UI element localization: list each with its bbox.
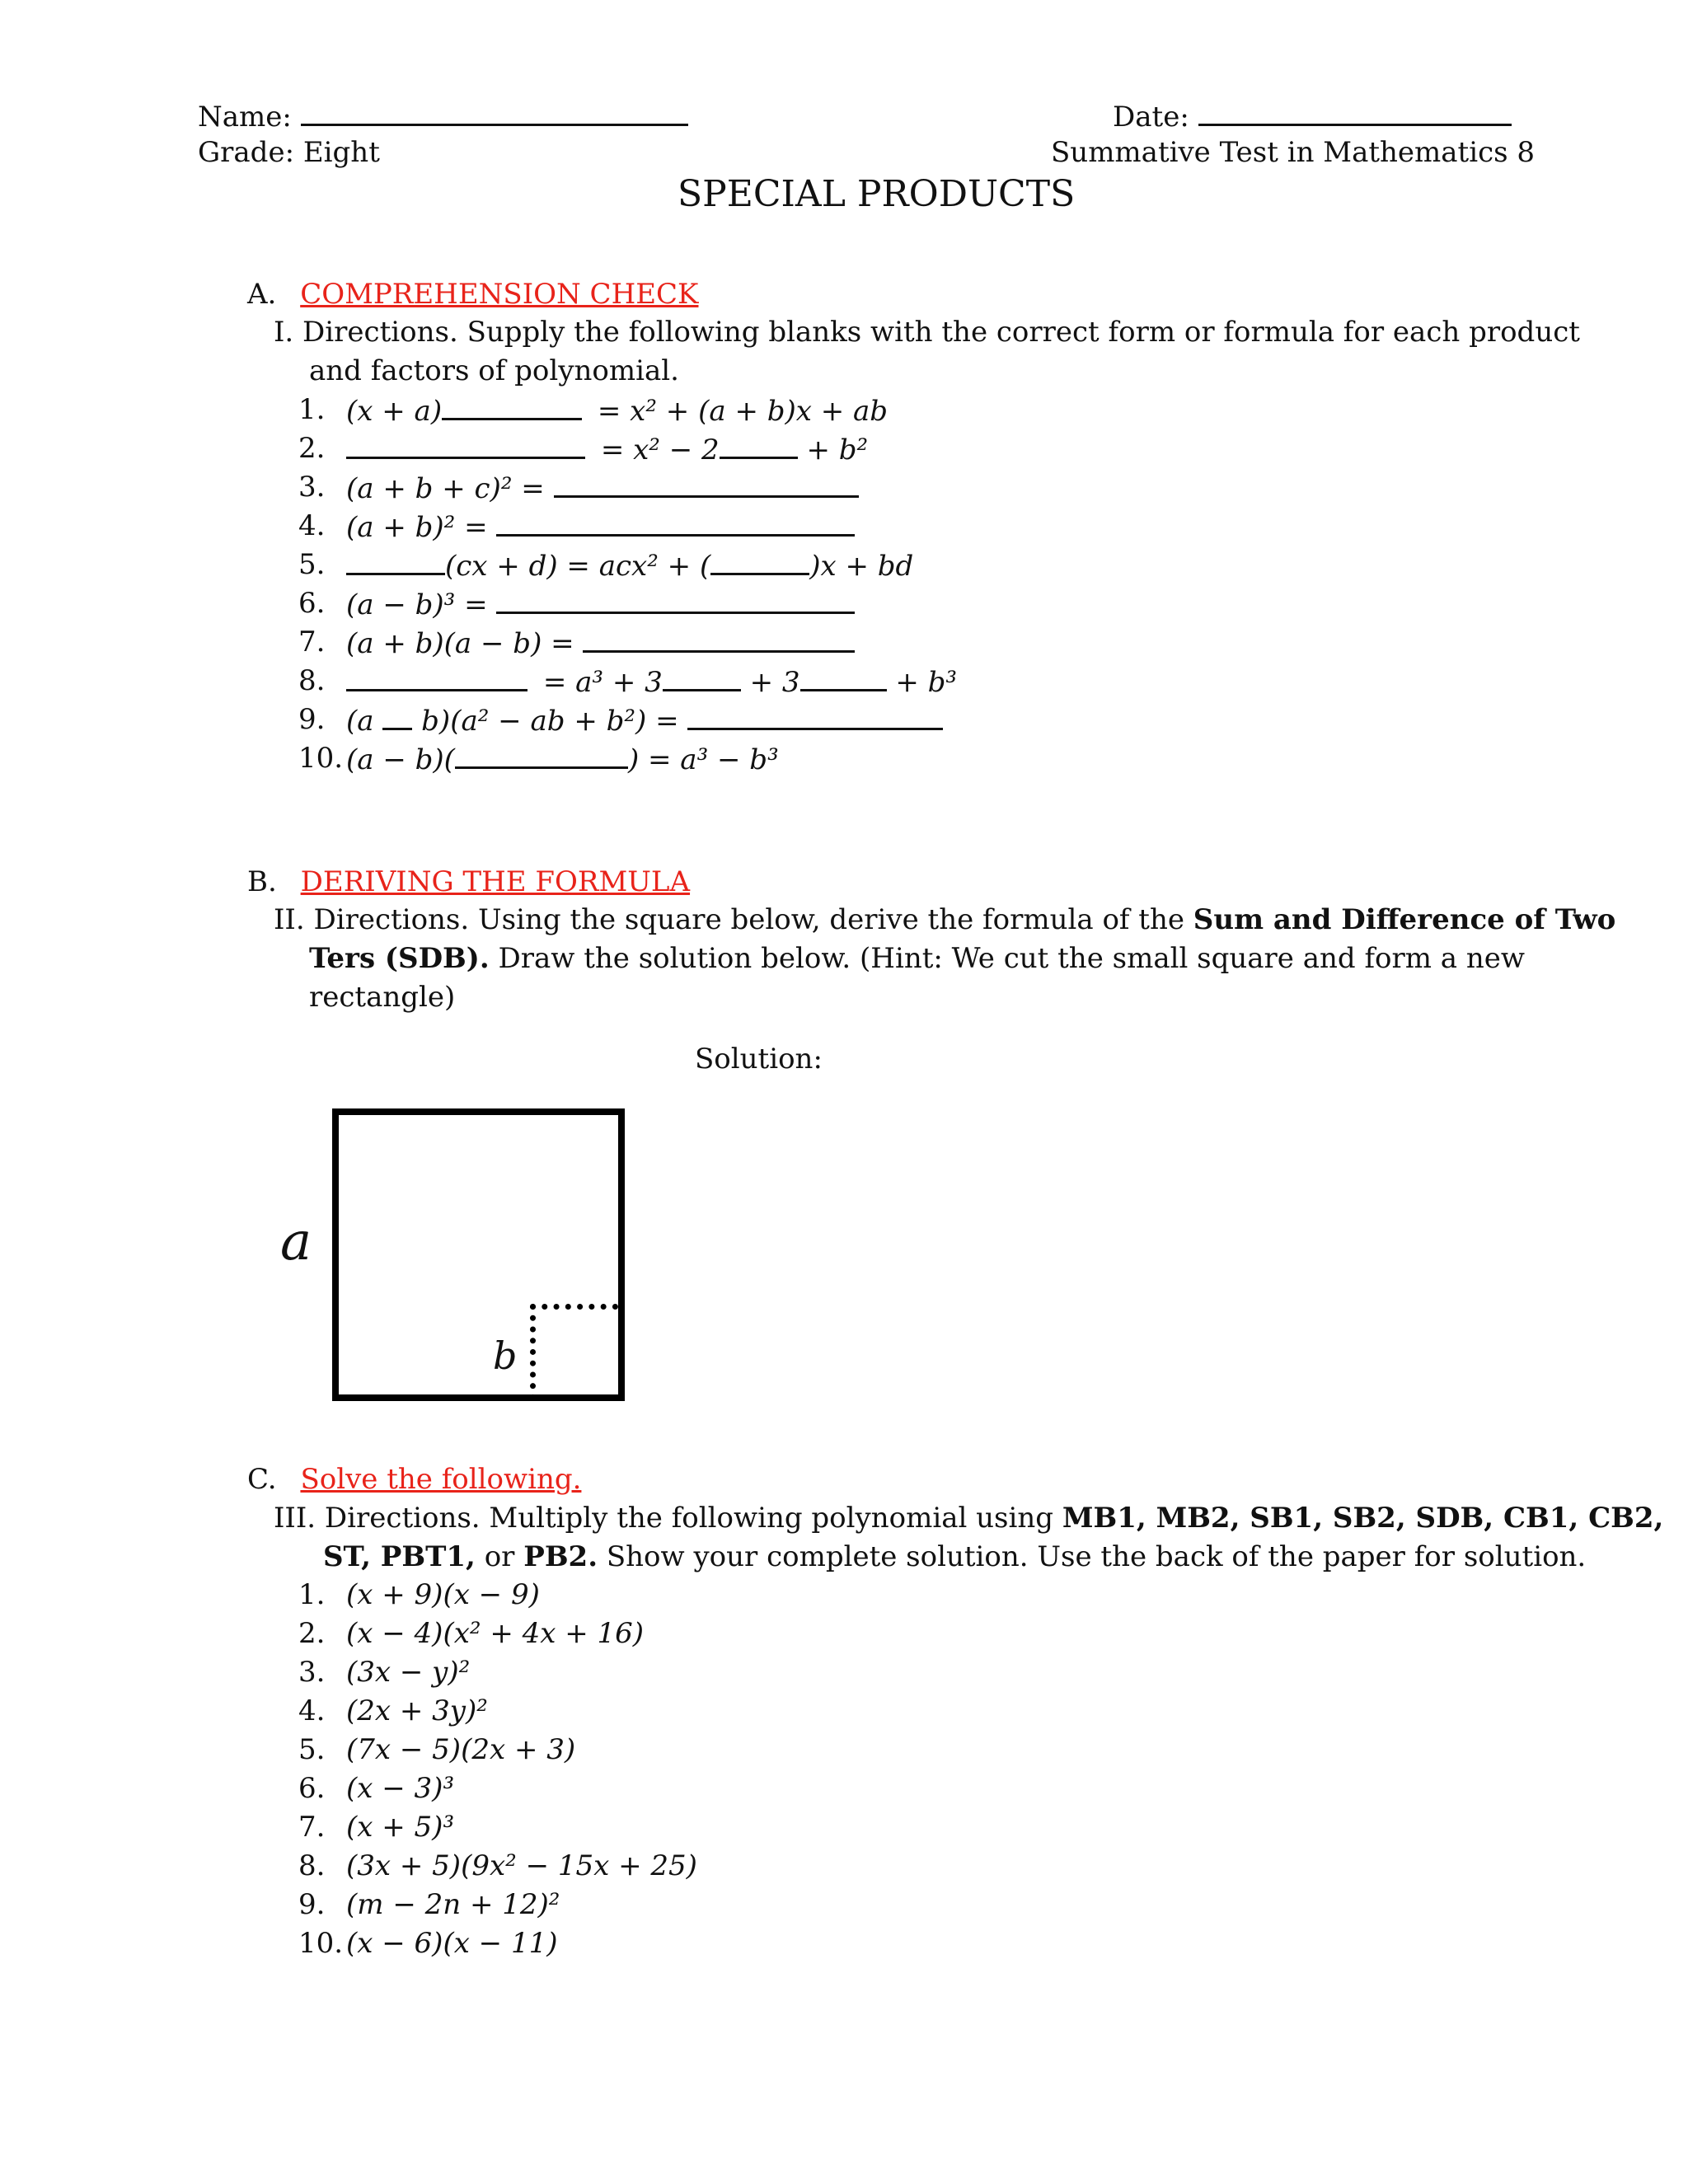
item-1-left: (x + a) bbox=[346, 395, 443, 428]
section-b-heading bbox=[247, 865, 690, 899]
item-3-expression bbox=[346, 471, 859, 505]
item-2-middle: = x² − 2 bbox=[600, 434, 720, 466]
section-b-title: DERIVING THE FORMULA bbox=[300, 865, 691, 898]
name-label: Name: bbox=[198, 101, 292, 134]
item-6-expression bbox=[346, 587, 855, 621]
test-title: Summative Test in Mathematics 8 bbox=[1051, 136, 1536, 169]
item-number: 2. bbox=[298, 432, 326, 465]
item-3-left: (a + b + c)² = bbox=[346, 472, 545, 505]
problem-expression: (x − 4)(x² + 4x + 16) bbox=[346, 1617, 645, 1650]
section-b-directions-3: rectangle) bbox=[309, 981, 456, 1014]
item-8-blank-b[interactable] bbox=[663, 664, 741, 691]
item-3-blank[interactable] bbox=[554, 471, 859, 498]
item-5-right: )x + bd bbox=[809, 550, 914, 583]
item-8-blank-a[interactable] bbox=[346, 664, 528, 691]
date-blank[interactable] bbox=[1198, 99, 1512, 126]
item-5-middle: (cx + d) = acx² + ( bbox=[445, 550, 711, 583]
item-1-expression bbox=[346, 393, 888, 428]
date-label: Date: bbox=[1113, 101, 1189, 134]
section-a-directions-1: I. Directions. Supply the following blanks with the correct form or formula for each product bbox=[274, 316, 1580, 349]
section-b-dir-post: Draw the solution below. (Hint: We cut the small square and form a new bbox=[489, 942, 1526, 975]
page-title: SPECIAL PRODUCTS bbox=[678, 173, 1076, 215]
problem-number: 9. bbox=[298, 1888, 326, 1921]
section-c-heading bbox=[247, 1463, 581, 1497]
item-5-expression bbox=[346, 548, 913, 583]
grade-text: Grade: Eight bbox=[198, 136, 380, 169]
item-2-blank-a[interactable] bbox=[346, 432, 585, 459]
problem-expression: (x + 9)(x − 9) bbox=[346, 1578, 540, 1611]
item-1-right: = x² + (a + b)x + ab bbox=[597, 395, 889, 428]
item-2-expression bbox=[346, 432, 868, 466]
section-c-letter: C. bbox=[247, 1463, 277, 1496]
item-5-blank-a[interactable] bbox=[346, 548, 445, 575]
section-c-or: or bbox=[475, 1540, 524, 1573]
problem-expression: (3x + 5)(9x² − 15x + 25) bbox=[346, 1849, 697, 1882]
item-number: 6. bbox=[298, 587, 326, 620]
section-b-directions-2 bbox=[309, 942, 1525, 976]
name-blank[interactable] bbox=[301, 99, 688, 126]
section-c-directions-2 bbox=[323, 1540, 1586, 1574]
item-number: 5. bbox=[298, 548, 326, 581]
item-8-a: = a³ + 3 bbox=[542, 666, 663, 699]
item-9-blank-b[interactable] bbox=[687, 703, 943, 730]
problem-number: 7. bbox=[298, 1811, 326, 1844]
item-6-blank[interactable] bbox=[496, 587, 855, 614]
item-2-right: + b² bbox=[806, 434, 869, 466]
item-number: 8. bbox=[298, 664, 326, 697]
item-7-left: (a + b)(a − b) = bbox=[346, 627, 574, 660]
item-number: 10. bbox=[298, 742, 344, 775]
section-a-directions-2: and factors of polynomial. bbox=[309, 354, 679, 387]
item-4-expression bbox=[346, 509, 855, 544]
section-c-directions-1 bbox=[274, 1502, 1663, 1535]
problem-number: 8. bbox=[298, 1849, 326, 1882]
section-b-dir-bold-2: Ters (SDB). bbox=[309, 942, 490, 975]
section-a-letter: A. bbox=[247, 278, 277, 311]
item-number: 7. bbox=[298, 626, 326, 658]
problem-number: 2. bbox=[298, 1617, 326, 1650]
item-8-blank-c[interactable] bbox=[800, 664, 887, 691]
item-10-a: (a − b)( bbox=[346, 743, 455, 776]
side-label-a: a bbox=[280, 1212, 312, 1272]
item-number: 9. bbox=[298, 703, 326, 736]
problem-number: 1. bbox=[298, 1578, 326, 1611]
section-a-heading bbox=[247, 278, 698, 312]
problem-number: 6. bbox=[298, 1772, 326, 1805]
section-b-letter: B. bbox=[247, 865, 277, 898]
section-c-dir-pre: III. Directions. Multiply the following polynomial using bbox=[274, 1502, 1062, 1535]
item-10-blank[interactable] bbox=[455, 742, 628, 769]
item-9-a: (a bbox=[346, 705, 374, 738]
item-number: 3. bbox=[298, 471, 326, 504]
section-b-dir-bold-1: Sum and Difference of Two bbox=[1193, 903, 1616, 936]
item-4-left: (a + b)² = bbox=[346, 511, 488, 544]
item-8-expression bbox=[346, 664, 957, 699]
solution-label: Solution: bbox=[695, 1043, 823, 1076]
problem-number: 10. bbox=[298, 1927, 344, 1960]
section-c-title: Solve the following. bbox=[300, 1463, 582, 1496]
item-10-b: ) = a³ − b³ bbox=[627, 743, 779, 776]
item-8-b: + 3 bbox=[749, 666, 800, 699]
problem-expression: (2x + 3y)² bbox=[346, 1694, 488, 1727]
problem-expression: (x + 5)³ bbox=[346, 1811, 455, 1844]
problem-expression: (x − 6)(x − 11) bbox=[346, 1927, 558, 1960]
name-field[interactable] bbox=[198, 99, 688, 134]
small-square-cutout bbox=[530, 1304, 618, 1400]
item-9-b: b)(a² − ab + b²) = bbox=[421, 705, 679, 738]
date-field[interactable] bbox=[1113, 99, 1512, 134]
problem-number: 3. bbox=[298, 1656, 326, 1689]
problem-expression: (3x − y)² bbox=[346, 1656, 471, 1689]
item-2-blank-b[interactable] bbox=[720, 432, 798, 459]
section-c-methods-2a: ST, PBT1, bbox=[323, 1540, 476, 1573]
item-number: 1. bbox=[298, 393, 326, 426]
section-c-methods-1: MB1, MB2, SB1, SB2, SDB, CB1, CB2, bbox=[1062, 1502, 1664, 1535]
section-c-dir-post: Show your complete solution. Use the back of the paper for solution. bbox=[598, 1540, 1587, 1573]
item-9-blank-a[interactable] bbox=[382, 703, 412, 730]
item-6-left: (a − b)³ = bbox=[346, 588, 488, 621]
item-1-blank[interactable] bbox=[442, 393, 582, 420]
section-c-methods-2b: PB2. bbox=[523, 1540, 598, 1573]
side-label-b: b bbox=[493, 1333, 518, 1378]
item-7-blank[interactable] bbox=[583, 626, 855, 653]
problem-number: 4. bbox=[298, 1694, 326, 1727]
problem-expression: (m − 2n + 12)² bbox=[346, 1888, 560, 1921]
section-b-directions-1 bbox=[274, 903, 1615, 937]
item-9-expression bbox=[346, 703, 943, 738]
problem-expression: (x − 3)³ bbox=[346, 1772, 455, 1805]
problem-number: 5. bbox=[298, 1733, 326, 1766]
item-7-expression bbox=[346, 626, 855, 660]
section-a-title: COMPREHENSION CHECK bbox=[300, 278, 699, 311]
item-5-blank-b[interactable] bbox=[710, 548, 809, 575]
item-number: 4. bbox=[298, 509, 326, 542]
item-8-c: + b³ bbox=[895, 666, 958, 699]
section-b-dir-pre: II. Directions. Using the square below, derive the formula of the bbox=[274, 903, 1193, 936]
problem-expression: (7x − 5)(2x + 3) bbox=[346, 1733, 576, 1766]
item-4-blank[interactable] bbox=[496, 509, 855, 537]
item-10-expression bbox=[346, 742, 779, 776]
